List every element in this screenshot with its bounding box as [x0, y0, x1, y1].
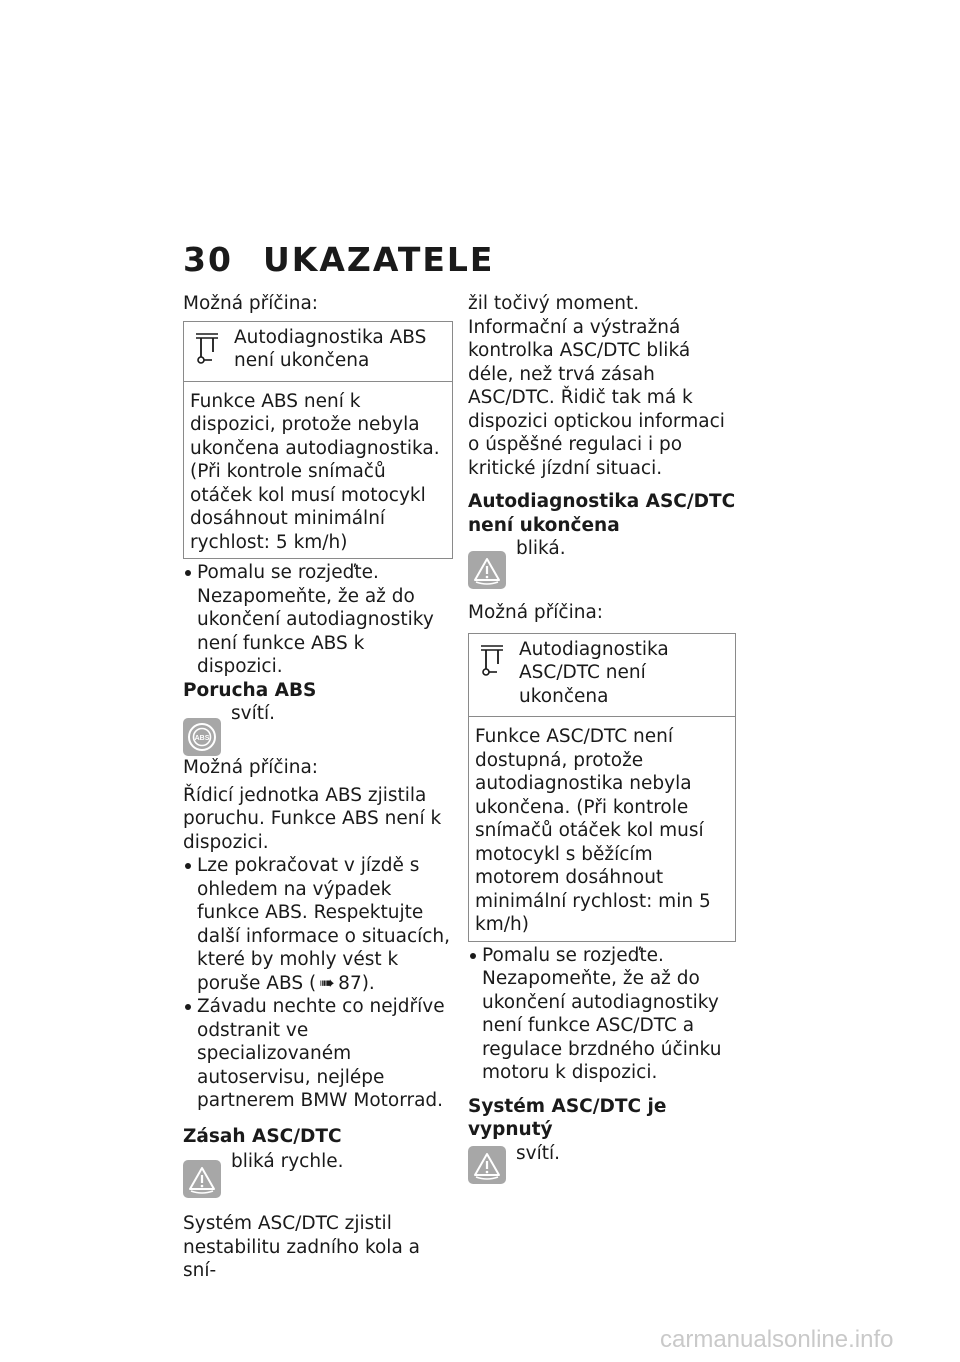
- gauge-pin-icon: [479, 638, 513, 709]
- abs-fault-text: Řídicí jednotka ABS zjistila poruchu. Funkce ABS není k dispozici.: [183, 784, 442, 853]
- note-title: Autodiagnostika ABS není ukončena: [234, 326, 427, 371]
- heading-asc-off: Systém ASC/DTC je vypnutý: [468, 1095, 667, 1140]
- note-body: Funkce ABS není k dispozici, protože nebyla ukončena autodiagnostika. (Při kontrole snímačů otáček kol musí motocykl dosáhnout minimální rychlost: 5 km/h): [190, 390, 440, 553]
- page-ref[interactable]: 87).: [338, 972, 375, 994]
- note-box-header: [184, 322, 452, 382]
- asc-dtc-warning-lamp-icon: [183, 1160, 221, 1198]
- cause-label: Možná příčina:: [183, 757, 319, 778]
- note-box-asc-selftest: [468, 633, 736, 942]
- note-box-abs-selftest: [183, 321, 453, 560]
- asc-intervention-state: bliká rychle.: [231, 1151, 344, 1172]
- asc-selftest-lamp-row: [468, 537, 736, 589]
- heading-asc-intervention: Zásah ASC/DTC: [183, 1125, 342, 1147]
- list-item: [183, 854, 453, 995]
- page-header: [183, 240, 495, 280]
- cause-label: Možná příčina:: [468, 602, 604, 623]
- asc-off-lamp-row: [468, 1142, 736, 1184]
- list-item: Pomalu se rozjeďte. Nezapomeňte, že až do ukončení autodiagnostiky není funkce ASC/DTC a regulace brzdného účinku motoru k dispozici.: [468, 944, 736, 1085]
- heading-asc-selftest: Autodiagnostika ASC/DTC není ukončena: [468, 491, 736, 536]
- list-item: Pomalu se rozjeďte. Nezapomeňte, že až do ukončení autodiagnostiky není funkce ABS k dispozici.: [183, 561, 453, 679]
- left-column: [183, 292, 453, 1283]
- right-column: [468, 292, 736, 1184]
- note-title: Autodiagnostika ASC/DTC není ukončena: [519, 638, 669, 707]
- asc-dtc-warning-lamp-icon: [468, 1146, 506, 1184]
- asc-selftest-state: bliká.: [516, 538, 566, 559]
- list-item-text: Lze pokračovat v jízdě s ohledem na výpadek funkce ABS. Respektujte další informace o situacích, které by mohly vést k poruše ABS (: [197, 855, 451, 994]
- list-item: Závadu nechte co nejdříve odstranit ve specializovaném autoservisu, nejlépe partnerem BMW Motorrad.: [183, 995, 453, 1113]
- abs-warning-lamp-icon: [183, 718, 221, 756]
- bullet-list: [183, 561, 453, 679]
- page-title: UKAZATELE: [263, 240, 495, 279]
- abs-lamp-row: [183, 702, 453, 756]
- abs-fault-state: svítí.: [231, 703, 276, 724]
- asc-lamp-row: [183, 1150, 453, 1198]
- cause-label: Možná příčina:: [183, 293, 319, 314]
- note-box-header: [469, 634, 735, 718]
- gauge-pin-icon: [194, 326, 228, 373]
- page-ref-arrow-icon: ➠: [319, 972, 335, 994]
- page-number: 30: [183, 240, 233, 279]
- watermark: carmanualsonline.info: [660, 1326, 894, 1353]
- bullet-list: [468, 944, 736, 1085]
- heading-abs-fault: Porucha ABS: [183, 679, 317, 701]
- asc-dtc-warning-lamp-icon: [468, 551, 506, 589]
- asc-intervention-text: Systém ASC/DTC zjistil nestabilitu zadního kola a sní-: [183, 1213, 421, 1281]
- svg-text:ABS: ABS: [194, 735, 210, 742]
- asc-off-state: svítí.: [516, 1142, 561, 1164]
- note-body: Funkce ASC/DTC není dostupná, protože autodiagnostika nebyla ukončena. (Při kontrole snímačů otáček kol musí motocykl s běžícím motorem dosáhnout minimální rychlost: min 5 km/h): [475, 726, 711, 935]
- bullet-list: [183, 854, 453, 1113]
- continuation-text: žil točivý moment. Informační a výstražná kontrolka ASC/DTC bliká déle, než trvá zásah ASC/DTC. Řidič tak má k dispozici optickou informaci o úspěšné regulaci i po kritické jízdní situaci.: [468, 293, 725, 479]
